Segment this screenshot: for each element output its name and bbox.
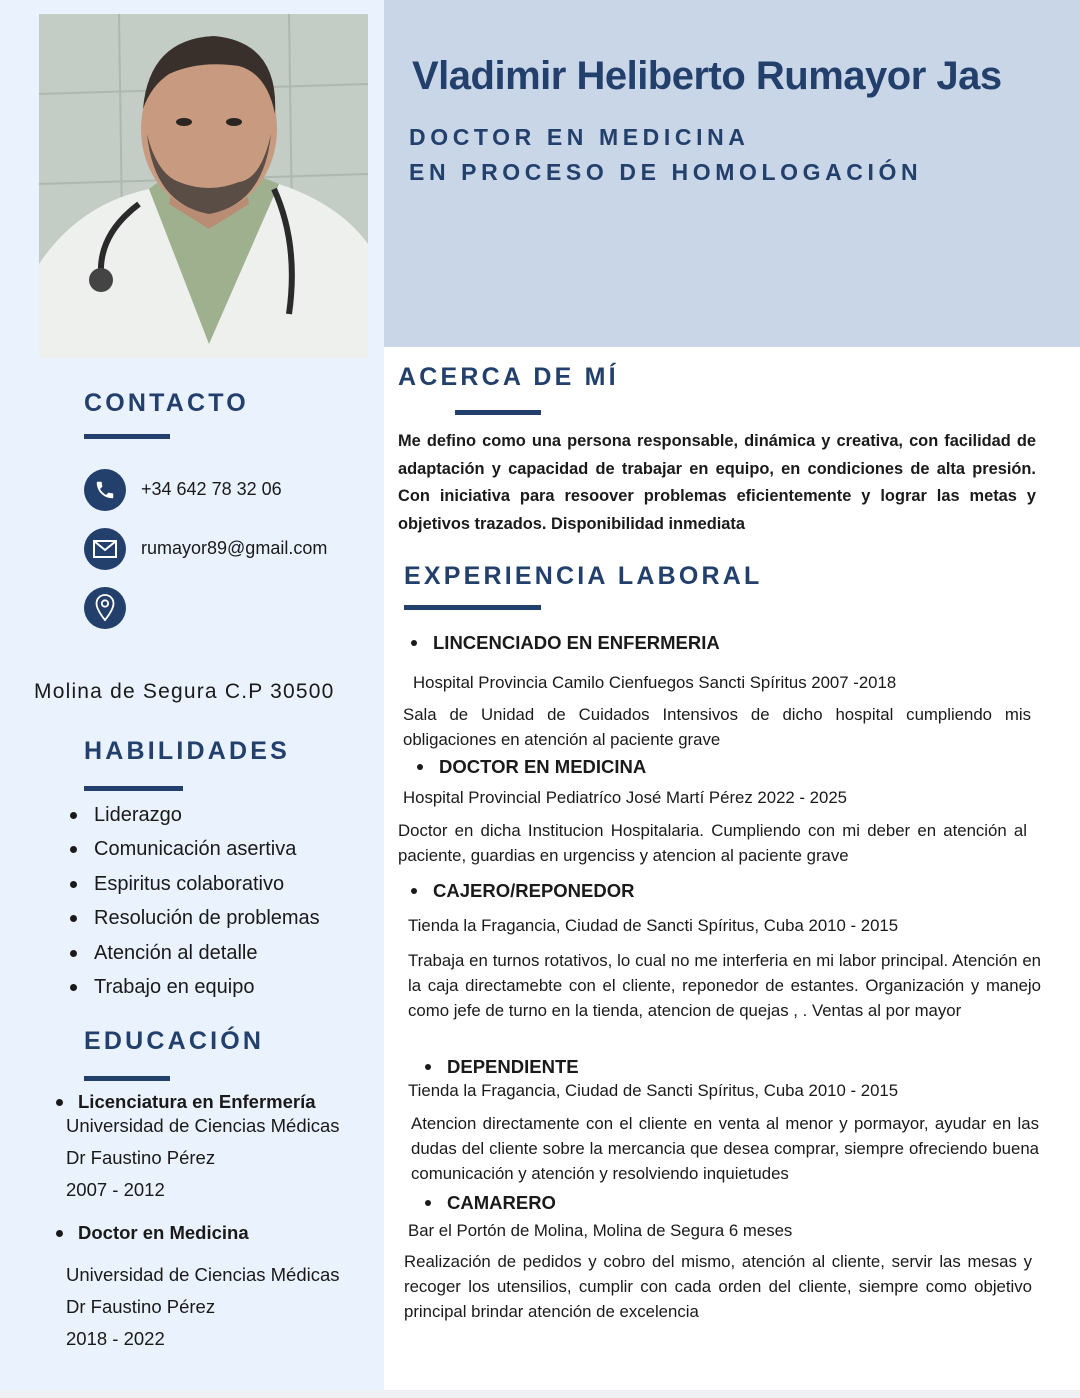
skills-list (70, 800, 320, 1006)
skill-item: Espiritus colaborativo (70, 869, 320, 903)
job-title: DOCTOR EN MEDICINA (417, 756, 646, 778)
skills-divider (84, 786, 183, 791)
job-description: Realización de pedidos y cobro del mismo, atención al cliente, servir las mesas y recoger los utensilios, cumplir con cada orden del cliente, siempre como objetivo principal brindar atención de excelencia (404, 1252, 1032, 1322)
education-years: 2018 - 2022 (66, 1328, 165, 1349)
job-place: Bar el Portón de Molina, Molina de Segura 6 meses (408, 1221, 793, 1240)
skill-item: Trabajo en equipo (70, 972, 320, 1006)
job-title: CAMARERO (425, 1192, 556, 1214)
job-title: LINCENCIADO EN ENFERMERIA (411, 632, 720, 654)
job-description: Doctor en dicha Institucion Hospitalaria. Cumpliendo con mi deber en atención al paciente, guardias en urgenciss y atencion al paciente grave (398, 821, 1027, 866)
skill-item: Liderazgo (70, 800, 320, 834)
education-divider (84, 1076, 170, 1081)
education-school-name: Dr Faustino Pérez (66, 1147, 216, 1168)
skill-item: Comunicación asertiva (70, 834, 320, 868)
education-degree: Licenciatura en Enfermería (56, 1091, 316, 1113)
job-place: Hospital Provincia Camilo Cienfuegos Sancti Spíritus 2007 -2018 (413, 673, 897, 692)
education-years: 2007 - 2012 (66, 1179, 165, 1200)
about-heading: ACERCA DE MÍ (398, 363, 619, 391)
job-title-line2: EN PROCESO DE HOMOLOGACIÓN (409, 159, 923, 185)
job-title: DEPENDIENTE (425, 1056, 579, 1078)
profile-photo (39, 14, 368, 358)
job-description: Trabaja en turnos rotativos, lo cual no me interferia en mi labor principal. Atención en la caja directamebte con el cliente, reponedor de estantes. Organización y manejo como jefe de turno en la tienda, atencion de quejas , . Ventas al por mayor (408, 951, 1041, 1021)
education-school-name: Dr Faustino Pérez (66, 1296, 216, 1317)
location-pin-icon (84, 587, 126, 629)
job-place: Tienda la Fragancia, Ciudad de Sancti Spíritus, Cuba 2010 - 2015 (408, 916, 899, 935)
skill-item: Resolución de problemas (70, 903, 320, 937)
skill-item: Atención al detalle (70, 938, 320, 972)
experience-heading: EXPERIENCIA LABORAL (404, 562, 763, 590)
phone-icon (84, 469, 126, 511)
phone-number: +34 642 78 32 06 (141, 479, 282, 499)
about-divider (455, 410, 541, 415)
contact-divider (84, 434, 170, 439)
job-place: Hospital Provincial Pediatríco José Martí Pérez 2022 - 2025 (403, 788, 847, 807)
about-text: Me defino como una persona responsable, dinámica y creativa, con facilidad de adaptación y capacidad de trabajar en equipo, en condiciones de alta presión. Con iniciativa para resoover problemas eficientemente y lograr las metas y objetivos trazados. Disponibilidad inmediata (398, 432, 1036, 534)
job-description: Sala de Unidad de Cuidados Intensivos de dicho hospital cumpliendo mis obligaciones en atención al paciente grave (403, 705, 1031, 750)
address: Molina de Segura C.P 30500 (34, 680, 335, 703)
skills-heading: HABILIDADES (84, 737, 291, 765)
education-degree: Doctor en Medicina (56, 1222, 249, 1244)
education-heading: EDUCACIÓN (84, 1027, 265, 1055)
contact-heading: CONTACTO (84, 389, 249, 417)
email-address: rumayor89@gmail.com (141, 538, 328, 558)
job-title: CAJERO/REPONEDOR (411, 880, 634, 902)
job-description: Atencion directamente con el cliente en venta al menor y pormayor, ayudar en las dudas del cliente sobre la mercancia que desea comprar, siempre ofreciendo buena comunicación y atención y resolviendo inquietudes (411, 1114, 1039, 1184)
education-school: Universidad de Ciencias Médicas (66, 1264, 340, 1285)
experience-divider (404, 605, 541, 610)
job-place: Tienda la Fragancia, Ciudad de Sancti Spíritus, Cuba 2010 - 2015 (408, 1081, 899, 1100)
mail-icon (84, 528, 126, 570)
education-school: Universidad de Ciencias Médicas (66, 1115, 340, 1136)
job-title-line1: DOCTOR EN MEDICINA (409, 124, 750, 150)
bottom-strip (0, 1390, 1080, 1398)
candidate-name: Vladimir Heliberto Rumayor Jas (412, 54, 1002, 98)
